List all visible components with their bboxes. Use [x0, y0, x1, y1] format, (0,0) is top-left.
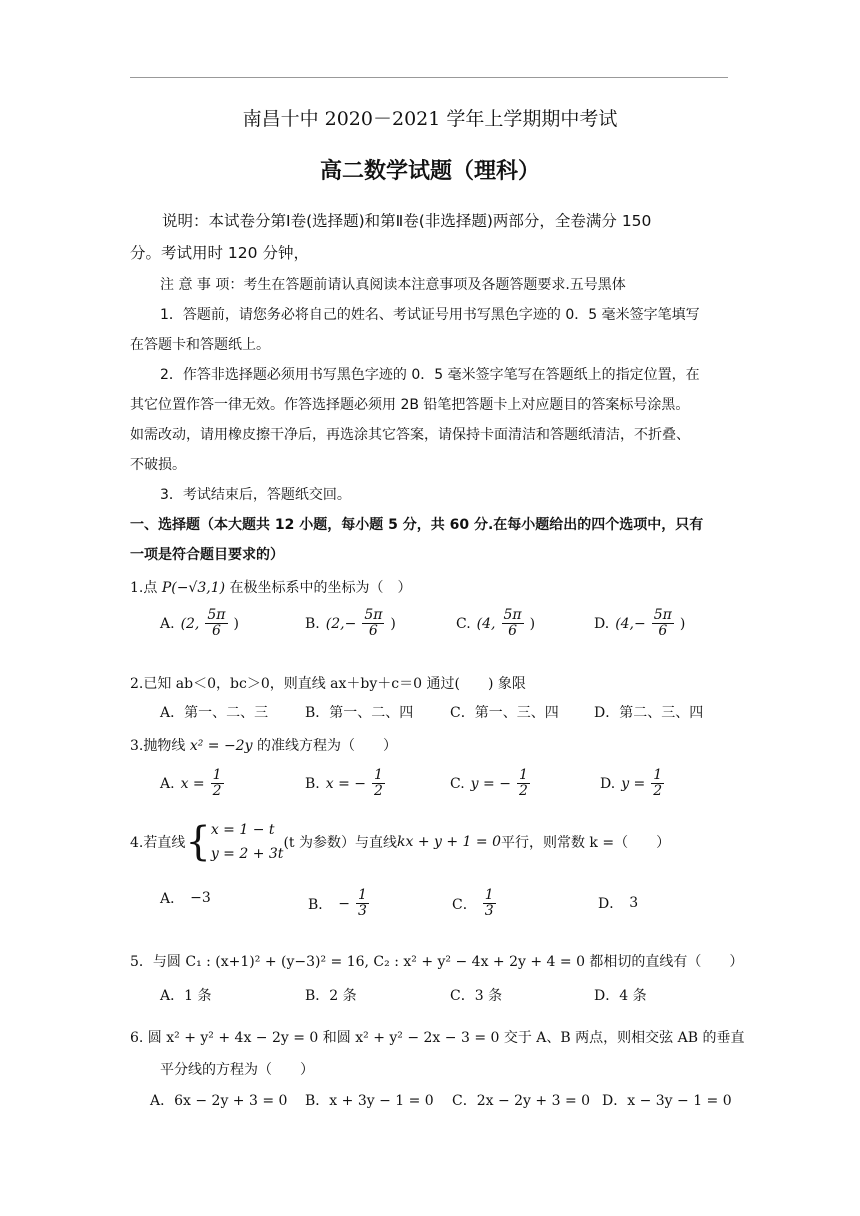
- q3-option-b[interactable]: [305, 768, 385, 800]
- intro-desc-line1: 说明：本试卷分第Ⅰ卷(选择题)和第Ⅱ卷(非选择题)两部分，全卷满分 150: [162, 212, 652, 230]
- q4-b-fraction: [356, 888, 369, 920]
- question-5-stem: 5．与圆 C₁ : (x+1)² + (y−3)² = 16, C₂ : x² + y² − 4x + 2y + 4 = 0 都相切的直线有（ ）: [130, 954, 744, 970]
- q4-sys-row2: y = 2 + 3t: [210, 846, 284, 862]
- q3-b-fraction: [372, 768, 385, 800]
- q3-c-pre: y = −: [470, 775, 511, 792]
- q4-brace-icon: {: [185, 819, 211, 865]
- header-rule: [130, 77, 728, 78]
- q5-option-c[interactable]: C．3 条: [450, 988, 503, 1004]
- q4-b-num: 1: [358, 887, 367, 903]
- notice-1-line2: 在答题卡和答题纸上。: [130, 337, 270, 353]
- q5-option-a[interactable]: A．1 条: [160, 988, 212, 1004]
- q1-option-d[interactable]: [594, 608, 685, 640]
- q1-c-den: 6: [508, 623, 518, 640]
- q3-c-fraction: [517, 768, 530, 800]
- q4-b-den: 3: [358, 903, 367, 920]
- q4-a-label: A．: [160, 891, 185, 907]
- notice-1-line1: 1．答题前，请您务必将自己的姓名、考试证号用书写黑色字迹的 0．5 毫米签字笔填写: [160, 307, 700, 323]
- q1-a-label: A.: [160, 615, 175, 632]
- q3-option-c[interactable]: [450, 768, 530, 800]
- q3-stem-post: 的准线方程为（ ）: [252, 738, 397, 754]
- q3-option-a[interactable]: [160, 768, 224, 800]
- q1-d-label: D.: [594, 615, 610, 632]
- q4-option-b[interactable]: [308, 888, 369, 920]
- section1-heading-line2: 一项是符合题目要求的）: [130, 547, 284, 563]
- q4-sys-row1: x = 1 − t: [210, 822, 275, 838]
- question-1-stem: [130, 577, 412, 597]
- q1-b-den: 6: [368, 623, 378, 640]
- q3-d-num: 1: [653, 767, 663, 783]
- q2-option-d[interactable]: D．第二、三、四: [594, 705, 704, 721]
- q1-d-fraction: [652, 608, 674, 640]
- q4-option-c[interactable]: [452, 888, 496, 920]
- q4-d-label: D．: [598, 896, 624, 912]
- q3-d-pre: y =: [621, 775, 646, 792]
- q1-option-a[interactable]: [160, 608, 239, 640]
- q2-option-c[interactable]: C．第一、三、四: [450, 705, 559, 721]
- q3-b-pre: x = −: [325, 775, 367, 792]
- q1-a-post: ): [233, 615, 239, 632]
- q5-option-b[interactable]: B．2 条: [305, 988, 357, 1004]
- q3-b-num: 1: [374, 767, 383, 783]
- q3-a-label: A.: [160, 775, 175, 792]
- q1-stem-pre: 1.点: [130, 580, 162, 596]
- q3-b-den: 2: [374, 783, 383, 800]
- q2-option-b[interactable]: B．第一、二、四: [305, 705, 414, 721]
- q4-option-d[interactable]: [598, 893, 638, 913]
- question-6-stem-line2: 平分线的方程为（ ）: [160, 1062, 314, 1078]
- q1-b-post: ): [390, 615, 396, 632]
- q1-d-num: 5π: [653, 607, 672, 623]
- question-3-stem: [130, 735, 397, 755]
- notice-3: 3．考试结束后，答题纸交回。: [160, 487, 351, 503]
- q6-option-c[interactable]: C．2x − 2y + 3 = 0: [452, 1093, 591, 1109]
- q4-stem-mid: (t 为参数）与直线: [283, 835, 397, 851]
- q3-d-label: D.: [600, 775, 616, 792]
- q3-c-label: C.: [450, 775, 465, 792]
- q1-stem-math: P(−√3,1): [161, 580, 226, 596]
- question-6-stem-line1: 6. 圆 x² + y² + 4x − 2y = 0 和圆 x² + y² − 2x − 3 = 0 交于 A、B 两点，则相交弦 AB 的垂直: [130, 1030, 745, 1046]
- q3-stem-math: x² = −2y: [189, 738, 253, 754]
- exam-title: 南昌十中 2020－2021 学年上学期期中考试: [242, 108, 618, 130]
- q1-option-b[interactable]: [305, 608, 396, 640]
- q1-b-pre: (2,−: [325, 615, 357, 632]
- q4-a-val: −3: [190, 890, 211, 906]
- q4-stem-pre: 4.若直线: [130, 835, 186, 851]
- notice-heading: 注 意 事 项：考生在答题前请认真阅读本注意事项及各题答题要求.五号黑体: [160, 277, 626, 293]
- q1-d-den: 6: [658, 623, 668, 640]
- intro-description-cont: [130, 237, 730, 269]
- q1-a-fraction: [205, 608, 227, 640]
- q1-option-c[interactable]: [456, 608, 535, 640]
- q3-a-den: 2: [212, 783, 222, 800]
- section1-heading-line1: 一、选择题（本大题共 12 小题，每小题 5 分，共 60 分.在每小题给出的四个选项中，只有: [130, 517, 704, 533]
- q3-b-label: B.: [305, 775, 320, 792]
- q6-option-a[interactable]: A．6x − 2y + 3 = 0: [150, 1093, 288, 1109]
- q1-c-pre: (4,: [476, 615, 496, 632]
- q1-c-post: ): [529, 615, 536, 632]
- notice-2-line4: 不破损。: [130, 457, 186, 473]
- q4-d-val: 3: [629, 895, 639, 911]
- q2-option-a[interactable]: A．第一、二、三: [160, 705, 269, 721]
- q3-c-den: 2: [518, 783, 528, 800]
- exam-subtitle: 高二数学试题（理科）: [319, 159, 540, 184]
- q3-d-fraction: [651, 768, 664, 800]
- q4-c-num: 1: [484, 887, 494, 903]
- intro-desc-line2: 分。考试用时 120 分钟，: [130, 244, 309, 262]
- q1-c-num: 5π: [503, 607, 522, 623]
- q3-stem-pre: 3.抛物线: [130, 738, 190, 754]
- q4-c-den: 3: [484, 903, 494, 920]
- question-4-stem: [130, 818, 670, 866]
- q3-a-fraction: [211, 768, 224, 800]
- q4-option-a[interactable]: [160, 888, 211, 908]
- q6-option-d[interactable]: D．x − 3y − 1 = 0: [602, 1093, 732, 1109]
- q3-a-pre: x =: [180, 775, 205, 792]
- q4-b-label: B．: [308, 896, 333, 913]
- q1-b-fraction: [362, 608, 384, 640]
- q3-option-d[interactable]: [600, 768, 664, 800]
- question-2-stem: 2.已知 ab＜0，bc＞0，则直线 ax＋by＋c＝0 通过( ) 象限: [130, 676, 526, 692]
- q1-c-fraction: [502, 608, 524, 640]
- q1-a-num: 5π: [207, 607, 226, 623]
- q1-d-post: ): [679, 615, 686, 632]
- q4-c-fraction: [483, 888, 496, 920]
- q1-a-den: 6: [211, 623, 221, 640]
- q4-b-pre: −: [338, 895, 351, 912]
- q3-d-den: 2: [653, 783, 663, 800]
- notice-2-line3: 如需改动，请用橡皮擦干净后，再选涂其它答案，请保持卡面清洁和答题纸清洁，不折叠、: [130, 427, 690, 443]
- q3-c-num: 1: [518, 767, 528, 783]
- q5-option-d[interactable]: D．4 条: [594, 988, 647, 1004]
- q4-c-label: C．: [452, 896, 477, 913]
- q1-d-pre: (4,−: [615, 615, 646, 632]
- notice-2-line1: 2．作答非选择题必须用书写黑色字迹的 0．5 毫米签字笔写在答题纸上的指定位置，在: [160, 367, 700, 383]
- intro-description: [130, 205, 730, 237]
- notice-2-line2: 其它位置作答一律无效。作答选择题必须用 2B 铅笔把答题卡上对应题目的答案标号涂黑。: [130, 397, 690, 413]
- q1-stem-post: 在极坐标系中的坐标为（ ）: [225, 580, 412, 596]
- q4-stem-post: 平行，则常数 k =（ ）: [500, 835, 671, 851]
- q1-c-label: C.: [456, 615, 471, 632]
- q1-b-label: B.: [305, 615, 320, 632]
- q3-a-num: 1: [212, 767, 222, 783]
- q1-a-pre: (2,: [180, 615, 200, 632]
- q4-equation-system: [185, 818, 283, 866]
- q6-option-b[interactable]: B．x + 3y − 1 = 0: [305, 1093, 434, 1109]
- q4-stem-math: kx + y + 1 = 0: [396, 834, 501, 850]
- q1-b-num: 5π: [364, 607, 383, 623]
